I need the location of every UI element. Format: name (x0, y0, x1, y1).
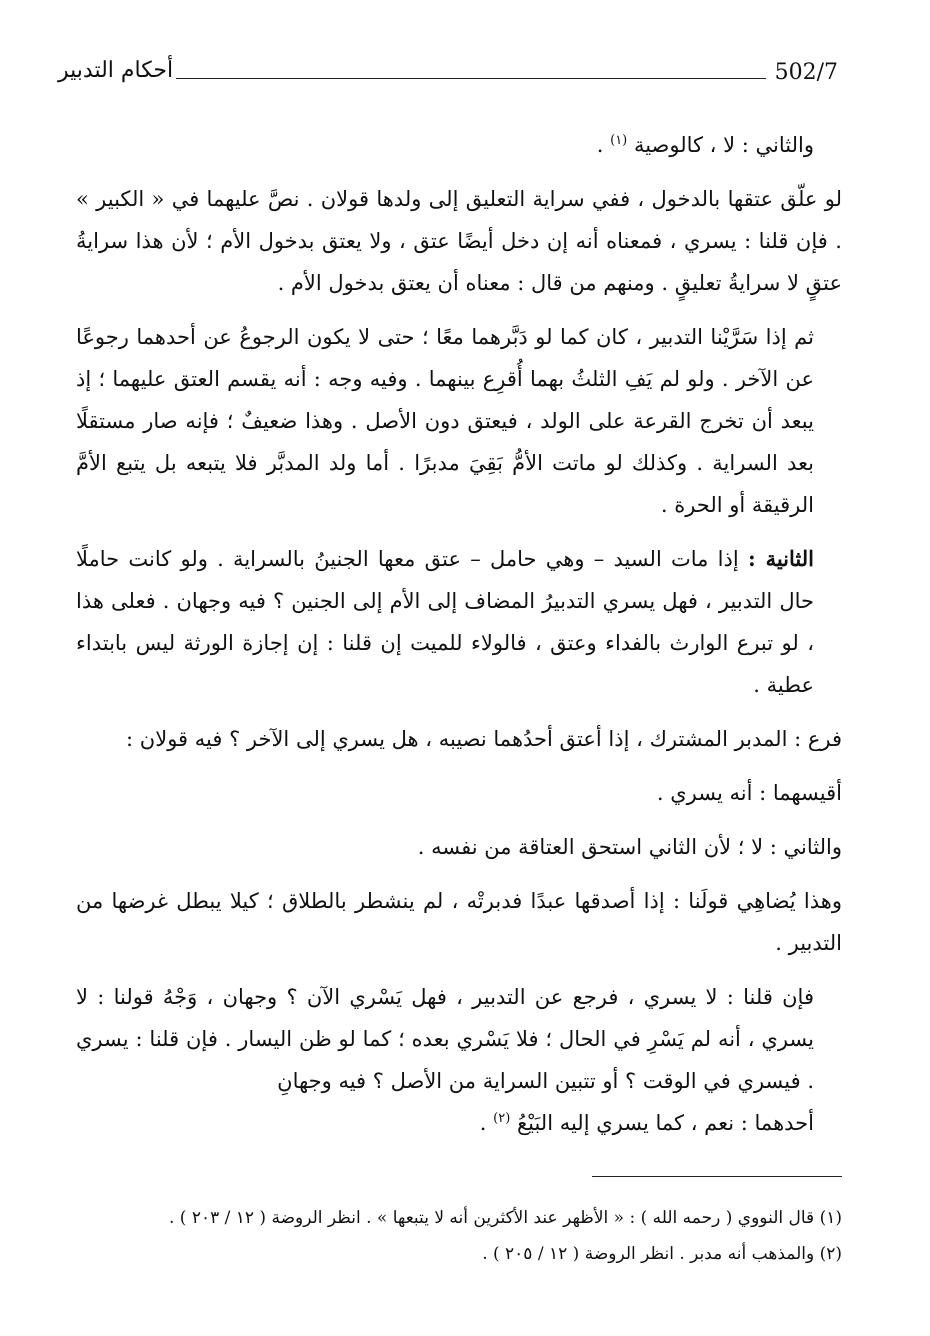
page-header (58, 58, 838, 98)
paragraph: والثاني : لا ؛ لأن الثاني استحق العتاقة من نفسه . (417, 835, 842, 859)
paragraph-end: . (596, 133, 611, 157)
paragraph-text: إذا مات السيد – وهي حامل – عتق معها الجنينُ بالسراية . ولو كانت حاملًا حال التدبير ، فهل يسري التدبيرُ المضاف إلى الأم إلى الجنين ؟ فيه وجهان . فعلى هذا ، لو تبرع الوارث بالفداء وعتق ، فالولاء للميت إن قلنا : إن إجازة الورثة ليس بابتداء عطية . (76, 547, 814, 697)
footnote-ref: (١) (610, 133, 628, 148)
paragraph: فرع : المدبر المشترك ، إذا أعتق أحدُهما نصيبه ، هل يسري إلى الآخر ؟ فيه قولان : (126, 727, 842, 751)
paragraph: أقيسهما : أنه يسري . (656, 781, 842, 805)
footnote: (٢) والمذهب أنه مدبر . انظر الروضة ( ١٢ / ٢٠٥ ) . (482, 1244, 842, 1264)
running-title: أحكام التدبير (58, 58, 174, 83)
paragraph: فإن قلنا : لا يسري ، فرجع عن التدبير ، فهل يَسْري الآن ؟ وجهان ، وَجْهُ قولنا : لا يسري ، أنه لم يَسْرِ في الحال ؛ فلا يَسْري بعده ؛ كما لو ظن اليسار . فإن قلنا : يسري . فيسري في الوقت ؟ أو تتبين السراية من الأصل ؟ فيه وجهانِ (76, 985, 814, 1093)
paragraph: لو علّق عتقها بالدخول ، ففي سراية التعليق إلى ولدها قولان . نصَّ عليهما في « الكبير » . فإن قلنا : يسري ، فمعناه أنه إن دخل أيضًا عتق ، ولا يعتق بدخول الأم ؛ لأن هذا سرايةُ عتقٍ لا سرايةُ تعليقٍ . ومنهم من قال : معناه أن يعتق بدخول الأم . (76, 187, 842, 295)
paragraph: وهذا يُضاهِي قولَنا : إذا أصدقها عبدًا فدبرتْه ، لم ينشطر بالطلاق ؛ كيلا يبطل غرضها من التدبير . (76, 889, 842, 955)
footnote-separator (592, 1176, 842, 1177)
paragraph (76, 1102, 842, 1144)
footnote-ref: (٢) (493, 1111, 511, 1126)
paragraph (76, 124, 842, 166)
section-label: الثانية : (747, 546, 814, 571)
paragraph-text: أحدهما : نعم ، كما يسري إليه البَيْعُ (516, 1111, 814, 1135)
footnotes (76, 1200, 842, 1272)
paragraph-end: . (479, 1111, 494, 1135)
page-number: 502/7 (774, 60, 838, 85)
main-text (76, 124, 842, 1144)
paragraph-text: والثاني : لا ، كالوصية (633, 133, 814, 157)
header-rule (176, 78, 766, 79)
paragraph (76, 538, 842, 706)
footnote: (١) قال النووي ( رحمه الله ) : « الأظهر عند الأكثرين أنه لا يتبعها » . انظر الروضة ( ١٢ / ٢٠٣ ) . (168, 1208, 842, 1228)
paragraph: ثم إذا سَرَّيْنا التدبير ، كان كما لو دَبَّرهما معًا ؛ حتى لا يكون الرجوعُ عن أحدهما رجوعًا عن الآخر . ولو لم يَفِ الثلثُ بهما أُقرِع بينهما . وفيه وجه : أنه يقسم العتق عليهما ؛ إذ يبعد أن تخرج القرعة على الولد ، فيعتق دون الأصل . وهذا ضعيفٌ ؛ فإنه صار مستقلًا بعد السراية . وكذلك لو ماتت الأمُّ بَقِيَ مدبرًا . أما ولد المدبَّر فلا يتبعه بل يتبع الأمَّ الرقيقة أو الحرة . (76, 325, 814, 517)
